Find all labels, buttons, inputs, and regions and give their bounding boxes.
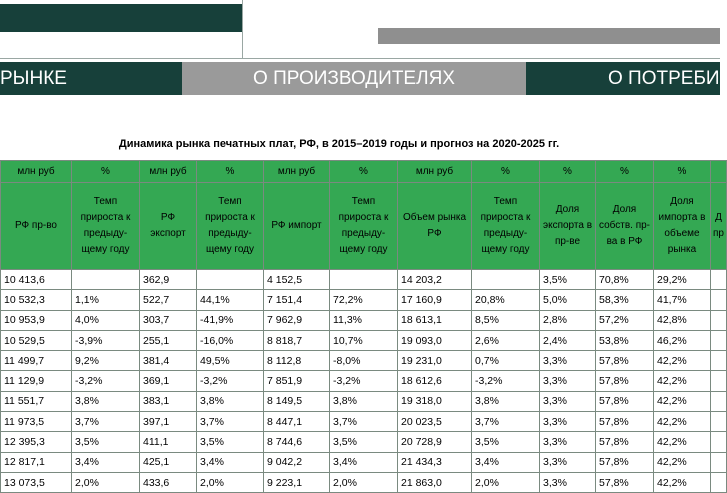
table-cell: 57,8% (596, 391, 654, 411)
unit-cell: % (472, 161, 540, 183)
table-cell: 3,7% (197, 412, 264, 432)
table-cell: 21 863,0 (398, 472, 472, 492)
table-cell: 3,3% (540, 391, 596, 411)
table-cell: 53,8% (596, 330, 654, 350)
nav-tab-consumers-label: О ПОТРЕБИ (608, 67, 720, 89)
table-cell: 255,1 (140, 330, 197, 350)
table-cell: 11 551,7 (1, 391, 72, 411)
table-cell: 3,5% (540, 270, 596, 290)
unit-cell: млн руб (398, 161, 472, 183)
table-cell: 7 851,9 (264, 371, 330, 391)
table-cell: 2,6% (472, 330, 540, 350)
market-table (0, 160, 727, 493)
table-cell (711, 452, 727, 472)
table-cell: 17 160,9 (398, 290, 472, 310)
table-cell: 57,8% (596, 452, 654, 472)
nav-tab-producers[interactable] (182, 62, 526, 95)
table-cell: 46,2% (654, 330, 711, 350)
column-header: Д пр (711, 183, 727, 270)
table-cell: 5,0% (540, 290, 596, 310)
table-cell: 9 042,2 (264, 452, 330, 472)
table-cell: 2,8% (540, 310, 596, 330)
table-row (1, 472, 727, 492)
unit-cell: % (197, 161, 264, 183)
unit-cell: млн руб (1, 161, 72, 183)
table-cell (711, 270, 727, 290)
table-cell: 10 413,6 (1, 270, 72, 290)
table-cell: 42,2% (654, 472, 711, 492)
unit-cell: млн руб (140, 161, 197, 183)
header-banner (0, 4, 242, 32)
table-cell: 3,4% (72, 452, 140, 472)
column-header: Доля импорта в объеме рынка (654, 183, 711, 270)
unit-cell: % (596, 161, 654, 183)
table-row (1, 270, 727, 290)
table-cell: 18 612,6 (398, 371, 472, 391)
table-cell: 8 149,5 (264, 391, 330, 411)
header-rule (0, 58, 720, 59)
table-cell: 8 818,7 (264, 330, 330, 350)
table-cell: 9 223,1 (264, 472, 330, 492)
table-cell: 3,4% (197, 452, 264, 472)
table-row (1, 391, 727, 411)
table-cell (72, 270, 140, 290)
table-cell: 49,5% (197, 351, 264, 371)
table-cell: 3,7% (330, 412, 398, 432)
table-cell: 20 728,9 (398, 432, 472, 452)
column-header: РФ экспорт (140, 183, 197, 270)
table-cell: 57,2% (596, 310, 654, 330)
table-cell: 70,8% (596, 270, 654, 290)
table-cell: 411,1 (140, 432, 197, 452)
table-cell: 10 529,5 (1, 330, 72, 350)
table-cell: -3,2% (197, 371, 264, 391)
table-cell: 522,7 (140, 290, 197, 310)
table-cell (711, 371, 727, 391)
column-header: Темп прироста к предыду-щему году (72, 183, 140, 270)
table-cell: 0,7% (472, 351, 540, 371)
table-cell: 42,2% (654, 391, 711, 411)
table-cell: 42,2% (654, 371, 711, 391)
unit-cell: % (330, 161, 398, 183)
table-row (1, 412, 727, 432)
table-cell (711, 290, 727, 310)
table-cell: 42,2% (654, 412, 711, 432)
table-cell: 3,3% (540, 412, 596, 432)
table-cell: 8 744,6 (264, 432, 330, 452)
table-cell: -3,9% (72, 330, 140, 350)
table-cell (711, 391, 727, 411)
table-cell: 433,6 (140, 472, 197, 492)
table-cell: 57,8% (596, 412, 654, 432)
table-cell: 42,8% (654, 310, 711, 330)
table-cell: 20 023,5 (398, 412, 472, 432)
table-cell: 3,8% (330, 391, 398, 411)
table-cell: 3,3% (540, 472, 596, 492)
table-cell: 44,1% (197, 290, 264, 310)
table-cell: 58,3% (596, 290, 654, 310)
table-row (1, 452, 727, 472)
table-row (1, 351, 727, 371)
table-cell (711, 310, 727, 330)
table-row (1, 290, 727, 310)
header-row (1, 183, 727, 270)
unit-cell: % (540, 161, 596, 183)
table-cell: 57,8% (596, 351, 654, 371)
table-cell: 11 973,5 (1, 412, 72, 432)
unit-cell (711, 161, 727, 183)
table-cell: 2,0% (472, 472, 540, 492)
column-header: Темп прироста к предыду-щему году (330, 183, 398, 270)
table-cell (711, 432, 727, 452)
table-cell: 362,9 (140, 270, 197, 290)
table-cell: 397,1 (140, 412, 197, 432)
table-cell: 20,8% (472, 290, 540, 310)
table-cell: 1,1% (72, 290, 140, 310)
column-header: Темп прироста к предыду-щему году (197, 183, 264, 270)
unit-cell: % (654, 161, 711, 183)
table-cell (197, 270, 264, 290)
market-table-wrapper (0, 160, 724, 489)
table-cell (711, 472, 727, 492)
table-cell: 21 434,3 (398, 452, 472, 472)
table-cell (711, 412, 727, 432)
table-cell: 42,2% (654, 452, 711, 472)
table-cell: 2,0% (197, 472, 264, 492)
table-cell: 42,2% (654, 351, 711, 371)
table-cell: 12 817,1 (1, 452, 72, 472)
table-cell: 19 093,0 (398, 330, 472, 350)
table-cell: 14 203,2 (398, 270, 472, 290)
column-header: РФ импорт (264, 183, 330, 270)
table-body (1, 270, 727, 493)
table-cell: 3,5% (472, 432, 540, 452)
table-cell: 2,0% (330, 472, 398, 492)
table-cell: 57,8% (596, 472, 654, 492)
table-cell: 383,1 (140, 391, 197, 411)
table-cell: 3,7% (472, 412, 540, 432)
nav-tab-consumers[interactable] (526, 62, 720, 95)
table-cell: 303,7 (140, 310, 197, 330)
table-cell: 7 151,4 (264, 290, 330, 310)
table-row (1, 310, 727, 330)
column-header: Темп прироста к предыду-щему году (472, 183, 540, 270)
column-header: Объем рынка РФ (398, 183, 472, 270)
table-title: Динамика рынка печатных плат, РФ, в 2015–2019 годы и прогноз на 2020-2025 гг. (118, 138, 560, 150)
table-cell: 4 152,5 (264, 270, 330, 290)
table-cell: -8,0% (330, 351, 398, 371)
table-cell: 57,8% (596, 432, 654, 452)
table-cell: 13 073,5 (1, 472, 72, 492)
table-cell: -16,0% (197, 330, 264, 350)
table-row (1, 330, 727, 350)
table-cell: 57,8% (596, 371, 654, 391)
table-cell: 8 447,1 (264, 412, 330, 432)
table-cell: 4,0% (72, 310, 140, 330)
table-cell: 72,2% (330, 290, 398, 310)
table-cell (711, 351, 727, 371)
table-row (1, 432, 727, 452)
table-cell: 3,3% (540, 351, 596, 371)
table-cell: 3,3% (540, 432, 596, 452)
nav-tab-market-label: РЫНКЕ (0, 67, 67, 89)
table-cell: 29,2% (654, 270, 711, 290)
table-cell: 7 962,9 (264, 310, 330, 330)
table-cell (711, 330, 727, 350)
table-cell: 10 953,9 (1, 310, 72, 330)
table-cell: 12 395,3 (1, 432, 72, 452)
table-cell: -3,2% (72, 371, 140, 391)
table-cell: 369,1 (140, 371, 197, 391)
table-cell: 3,8% (197, 391, 264, 411)
table-cell: 10,7% (330, 330, 398, 350)
table-cell: 2,0% (72, 472, 140, 492)
table-cell: 19 231,0 (398, 351, 472, 371)
nav-tab-market[interactable] (0, 62, 182, 95)
table-cell: 19 318,0 (398, 391, 472, 411)
units-row (1, 161, 727, 183)
table-cell: 3,7% (72, 412, 140, 432)
table-cell: 42,2% (654, 432, 711, 452)
table-cell: 3,3% (540, 452, 596, 472)
table-cell: 11,3% (330, 310, 398, 330)
table-cell: 8,5% (472, 310, 540, 330)
table-cell: -3,2% (330, 371, 398, 391)
unit-cell: % (72, 161, 140, 183)
table-cell: 3,4% (330, 452, 398, 472)
table-cell: 3,4% (472, 452, 540, 472)
table-cell: 10 532,3 (1, 290, 72, 310)
table-cell: 425,1 (140, 452, 197, 472)
table-cell: 3,5% (197, 432, 264, 452)
table-cell: 381,4 (140, 351, 197, 371)
nav-tab-producers-label: О ПРОИЗВОДИТЕЛЯХ (253, 67, 455, 89)
table-cell: -3,2% (472, 371, 540, 391)
header-gray-bar (378, 28, 720, 44)
table-cell: 8 112,8 (264, 351, 330, 371)
table-cell: 41,7% (654, 290, 711, 310)
column-header: Доля собств. пр-ва в РФ (596, 183, 654, 270)
header-divider (242, 0, 243, 58)
table-cell: 3,8% (472, 391, 540, 411)
table-cell (472, 270, 540, 290)
table-cell: -41,9% (197, 310, 264, 330)
table-cell: 2,4% (540, 330, 596, 350)
table-cell: 18 613,1 (398, 310, 472, 330)
table-cell: 11 499,7 (1, 351, 72, 371)
unit-cell: млн руб (264, 161, 330, 183)
column-header: Доля экспорта в пр-ве (540, 183, 596, 270)
table-cell: 3,5% (330, 432, 398, 452)
table-cell: 3,5% (72, 432, 140, 452)
table-cell: 11 129,9 (1, 371, 72, 391)
table-cell: 3,8% (72, 391, 140, 411)
table-row (1, 371, 727, 391)
column-header: РФ пр-во (1, 183, 72, 270)
table-cell: 9,2% (72, 351, 140, 371)
table-cell: 3,3% (540, 371, 596, 391)
table-cell (330, 270, 398, 290)
